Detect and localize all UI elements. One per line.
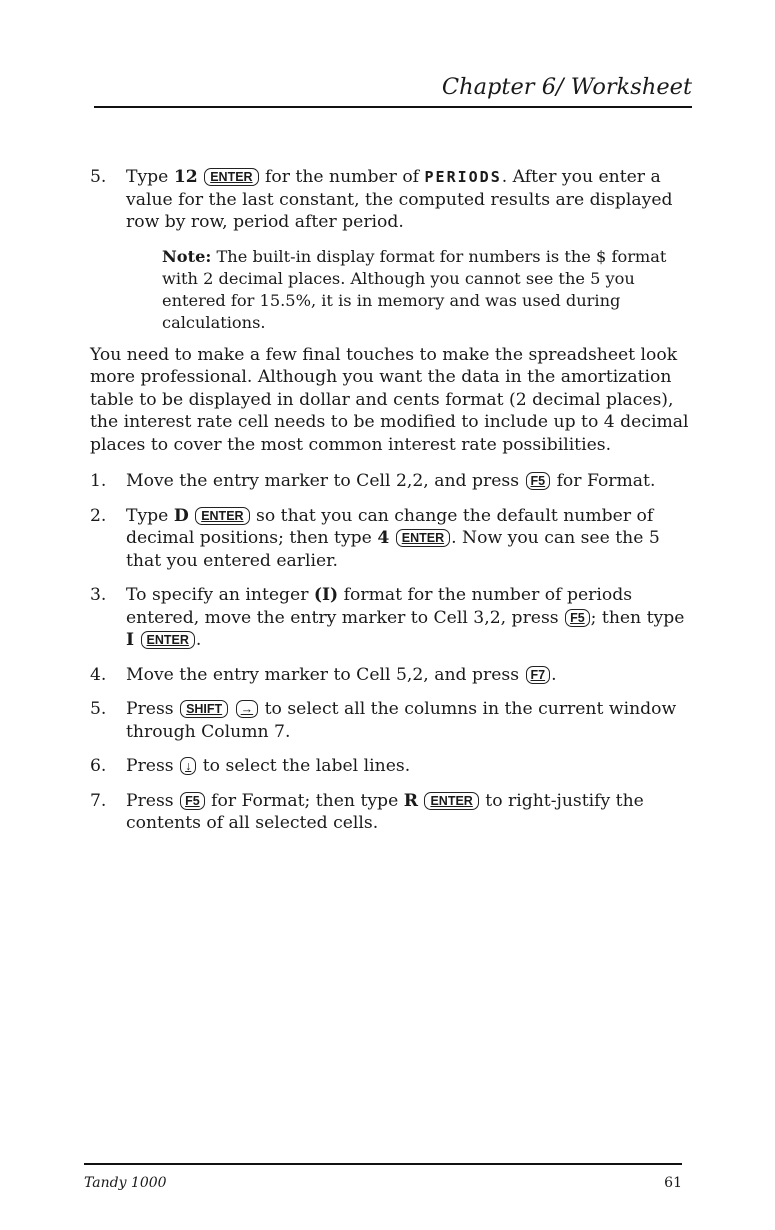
text-run: Press [126,756,180,776]
text-run: Move the entry marker to Cell 2,2, and press [126,471,525,491]
bold-run: R [403,790,418,811]
text-run: Press [126,699,180,719]
step-number: 3. [90,585,107,605]
note-text: The built-in display format for numbers is the $ format with 2 decimal places. Although you cannot see the 5 you entered for 15.5%, it is in memory and was used during calculations. [162,246,667,332]
step-text [126,505,692,573]
text-run: Press [126,790,180,811]
page-number: 61 [664,1175,682,1191]
step-number: 1. [90,471,107,491]
step-text [126,166,692,234]
text-run: to right-justify the contents of all selected cells. [126,790,644,833]
text-run: for the number of [259,167,425,187]
page-header [94,74,692,108]
step-item [90,584,692,652]
enter-key: ENTER [141,631,195,649]
text-run: . Now you can see the 5 that you entered earlier. [126,528,660,571]
bold-run: 4 [377,528,390,548]
periods-label: PERIODS [424,168,502,186]
page-body [90,166,692,847]
step-item [90,166,692,234]
text-run: ; then type [590,607,685,628]
text-run: . After you enter a value for the last constant, the computed results are displayed row by row, period after period. [126,167,673,232]
step-number: 2. [90,505,107,526]
text-run: to select all the columns in the current window through Column 7. [126,699,677,742]
step-text [126,584,692,652]
text-run: . [551,664,557,685]
f5-key: F5 [180,792,205,810]
f7-key: F7 [526,666,551,684]
step-text [126,755,692,778]
step-number: 6. [90,756,107,776]
text-run: Move the entry marker to Cell 5,2, and press [126,664,525,685]
right-arrow-key: → [236,700,259,718]
text-run: Type [126,505,174,526]
bold-run: D [173,505,189,526]
enter-key: ENTER [195,507,249,525]
note-label: Note: [162,246,212,266]
f5-key: F5 [565,609,590,627]
step-item [90,664,692,687]
down-arrow-key: ↓ [180,757,196,775]
footer-row [84,1175,682,1191]
note-block [162,246,692,334]
step-text [126,664,692,687]
step-number: 5. [90,167,107,187]
step-item [90,755,692,778]
footer-rule [84,1163,682,1165]
text-run: for Format. [551,471,656,491]
step-item [90,470,692,493]
footer-title: Tandy 1000 [84,1175,167,1191]
enter-key: ENTER [396,529,450,547]
enter-key: ENTER [424,792,478,810]
step-number: 7. [90,790,107,811]
f5-key: F5 [526,472,551,490]
text-run: To specify an integer [126,585,314,605]
text-run: for Format; then type [205,790,404,811]
bold-run: 12 [173,167,198,187]
text-run: to select the label lines. [197,756,411,776]
step-text [126,698,692,743]
shift-key: SHIFT [180,700,228,718]
step-item [90,505,692,573]
step-item [90,790,692,835]
header-rule [94,106,692,108]
bold-run: (I) [313,585,339,605]
enter-key: ENTER [204,168,258,186]
chapter-title: Chapter 6/ Worksheet [441,74,692,100]
bold-run: I [126,630,135,650]
step-number: 4. [90,664,107,685]
step-text [126,790,692,835]
body-paragraph: You need to make a few final touches to make the spreadsheet look more professional. Although you want the data in the amortization table to be displayed in dollar and cents format (2 decimal places), the interest rate cell needs to be modified to include up to 4 decimal places to cover the most common interest rate possibilities. [90,344,689,455]
text-run: . [195,630,202,650]
text-run: so that you can change the default number of decimal positions; then type [126,505,654,548]
text-run: format for the number of periods entered, move the entry marker to Cell 3,2, press [126,585,633,628]
step-number: 5. [90,699,107,719]
step-text [126,470,692,493]
page-footer [84,1163,682,1191]
step-item [90,698,692,743]
text-run: Type [126,167,174,187]
